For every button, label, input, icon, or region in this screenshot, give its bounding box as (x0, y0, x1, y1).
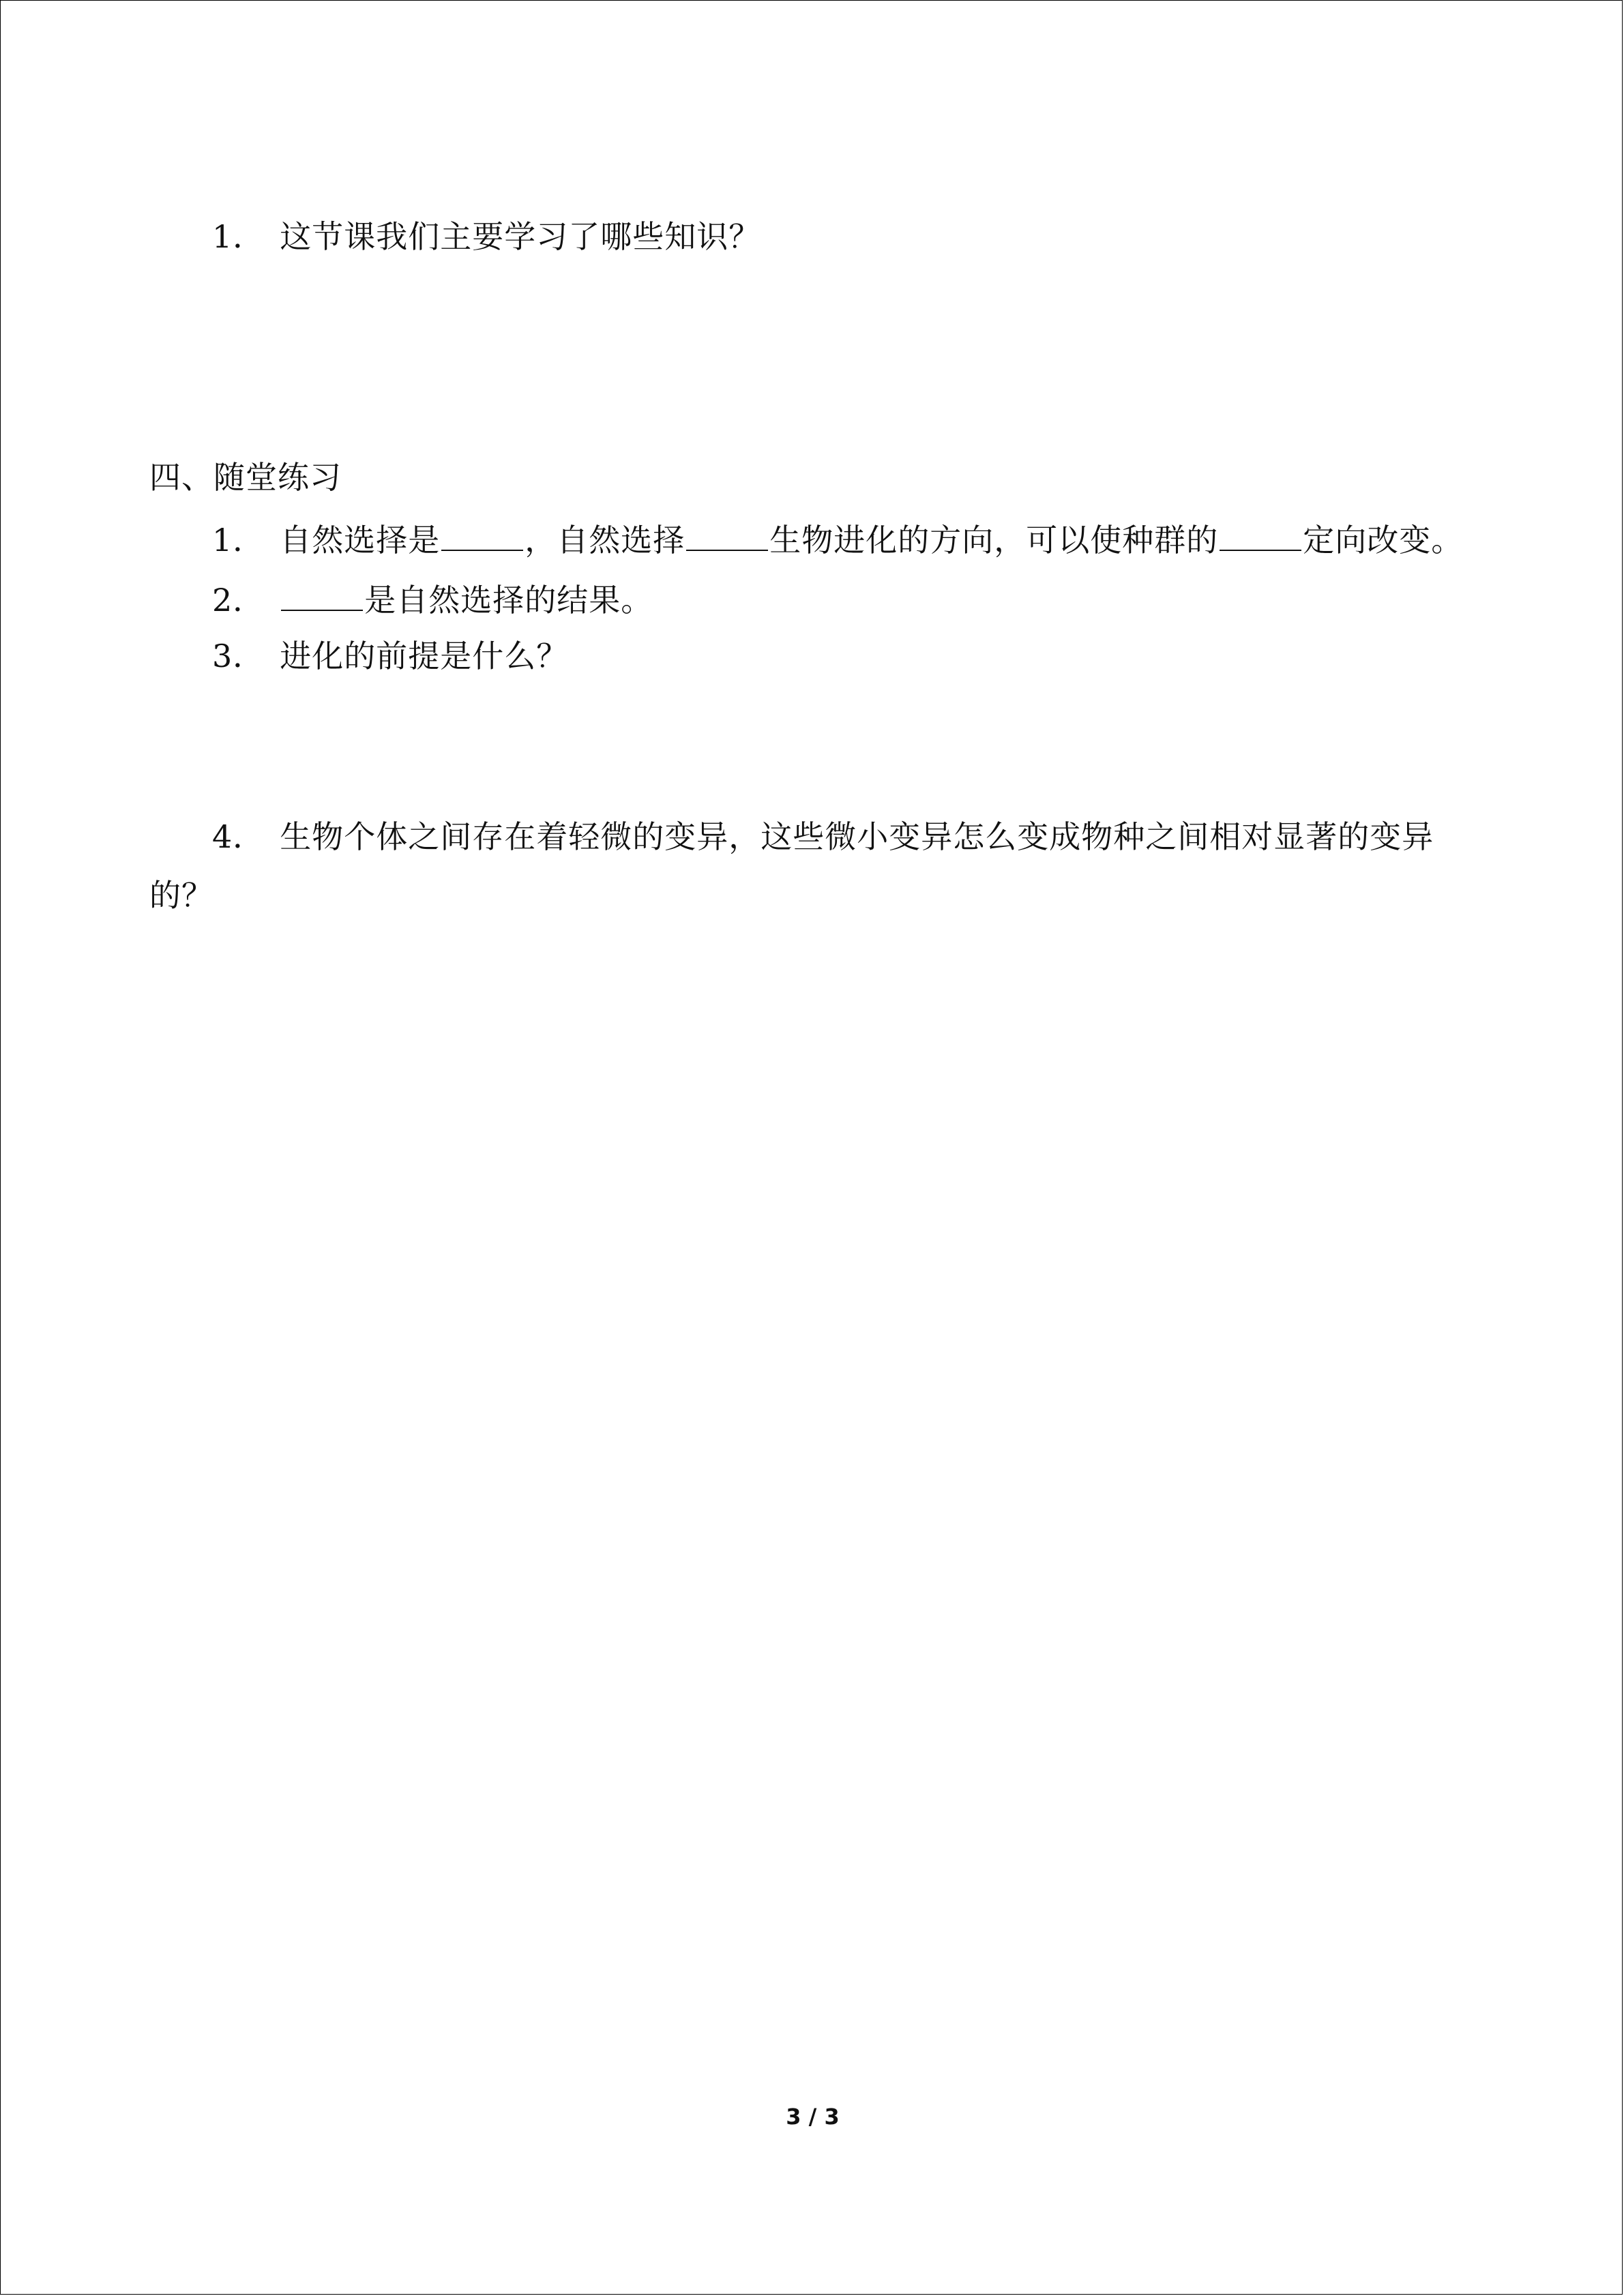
answer-blank[interactable] (281, 577, 363, 611)
answer-blank[interactable] (686, 517, 768, 551)
question-text: 这节课我们主要学习了哪些知识？ (280, 218, 761, 255)
question-text-part: 定向改变。 (1303, 522, 1464, 558)
question-number: 1． (212, 522, 265, 558)
question-text-part: 生物进化的方向，可以使种群的 (769, 522, 1219, 558)
question-text: 进化的前提是什么？ (280, 638, 569, 674)
question-text: 生物个体之间存在着轻微的变异，这些微小变异怎么变成物种之间相对显著的变异 (280, 818, 1434, 855)
page-number: 3 / 3 (786, 2104, 840, 2130)
summary-question-1 (212, 216, 761, 257)
question-number: 4． (212, 818, 265, 855)
exercise-question-4-line-2: 的？ (149, 877, 213, 914)
exercise-question-1 (212, 517, 1463, 561)
answer-blank[interactable] (1220, 517, 1301, 551)
exercise-question-4-line-1 (212, 816, 1434, 857)
question-text-part: 自然选择是 (280, 522, 441, 558)
question-text-part: 是自然选择的结果。 (364, 582, 653, 618)
exercise-question-2 (212, 577, 653, 621)
section-heading: 四、随堂练习 (149, 459, 342, 496)
question-number: 2． (212, 582, 265, 618)
question-number: 3． (212, 638, 265, 674)
question-number: 1． (212, 218, 265, 255)
question-text-part: ，自然选择 (525, 522, 685, 558)
exercise-question-3 (212, 636, 568, 676)
answer-blank[interactable] (441, 517, 523, 551)
